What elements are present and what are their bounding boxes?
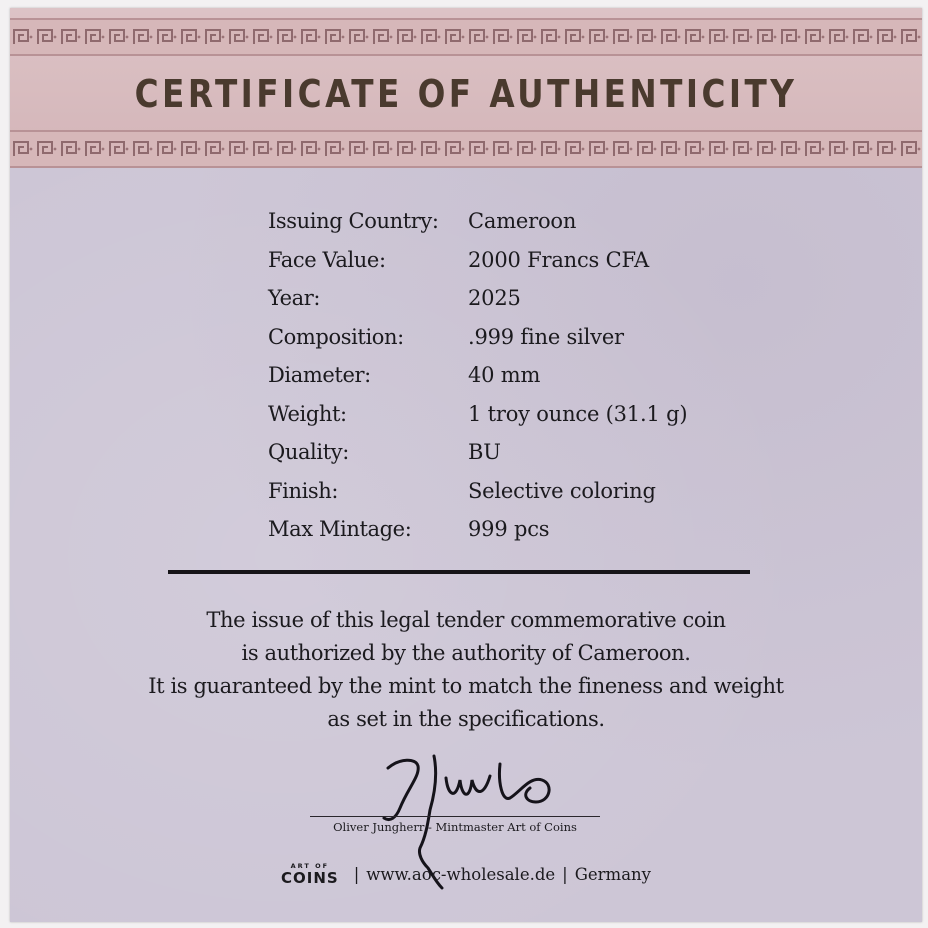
footer-country: Germany: [574, 864, 651, 884]
footer-website-link[interactable]: www.aoc-wholesale.de: [366, 864, 556, 884]
spec-row-quality: [268, 433, 687, 472]
spec-label: Issuing Country:: [268, 209, 439, 233]
spec-value: Cameroon: [468, 209, 577, 233]
certificate-card: [10, 8, 922, 922]
statement-line: as set in the specifications.: [327, 707, 605, 731]
statement-line: is authorized by the authority of Cameroon.: [241, 641, 691, 665]
spec-label: Face Value:: [268, 247, 386, 272]
statement-line: It is guaranteed by the mint to match the fineness and weight: [148, 674, 784, 698]
spec-value: 1 troy ounce (31.1 g): [468, 401, 688, 426]
spec-value: 999 pcs: [468, 517, 550, 541]
spec-row-max-mintage: [268, 510, 687, 549]
spec-row-year: [268, 279, 687, 318]
spec-label: Diameter:: [268, 363, 371, 387]
divider-rule: [168, 570, 750, 574]
signature-line: [310, 816, 600, 817]
ornamental-border-bottom: [10, 130, 922, 168]
spec-label: Quality:: [268, 440, 349, 464]
spec-value: Selective coloring: [468, 478, 656, 503]
footer: [10, 862, 922, 886]
art-of-coins-logo: [281, 862, 339, 886]
certificate-title: CERTIFICATE OF AUTHENTICITY: [134, 72, 798, 116]
footer-separator: |: [353, 864, 360, 884]
meander-ornament-icon: [10, 132, 922, 166]
spec-row-finish: [268, 472, 687, 511]
specifications-table: [268, 202, 687, 549]
ornamental-border-top: [10, 18, 922, 56]
spec-label: Composition:: [268, 324, 404, 349]
footer-separator: |: [562, 864, 568, 884]
spec-label: Year:: [268, 286, 321, 310]
spec-value: 40 mm: [468, 363, 541, 387]
meander-ornament-icon: [10, 20, 922, 54]
spec-row-face-value: [268, 241, 687, 280]
spec-value: 2025: [468, 286, 521, 310]
spec-label: Finish:: [268, 478, 339, 503]
header-banner: [10, 8, 922, 166]
logo-main-text: COINS: [281, 869, 339, 887]
spec-label: Max Mintage:: [268, 517, 412, 541]
spec-value: 2000 Francs CFA: [468, 247, 649, 272]
spec-row-issuing-country: [268, 202, 687, 241]
logo-top-text: ART OF: [290, 862, 330, 870]
signer-name: Oliver Jungherr - Mintmaster Art of Coins: [333, 820, 577, 834]
authenticity-statement: [10, 604, 922, 736]
spec-value: .999 fine silver: [468, 324, 624, 349]
spec-row-diameter: [268, 356, 687, 395]
spec-value: BU: [468, 440, 501, 464]
spec-row-weight: [268, 395, 687, 434]
spec-row-composition: [268, 318, 687, 357]
statement-line: The issue of this legal tender commemorative coin: [206, 608, 726, 632]
spec-label: Weight:: [268, 401, 347, 426]
